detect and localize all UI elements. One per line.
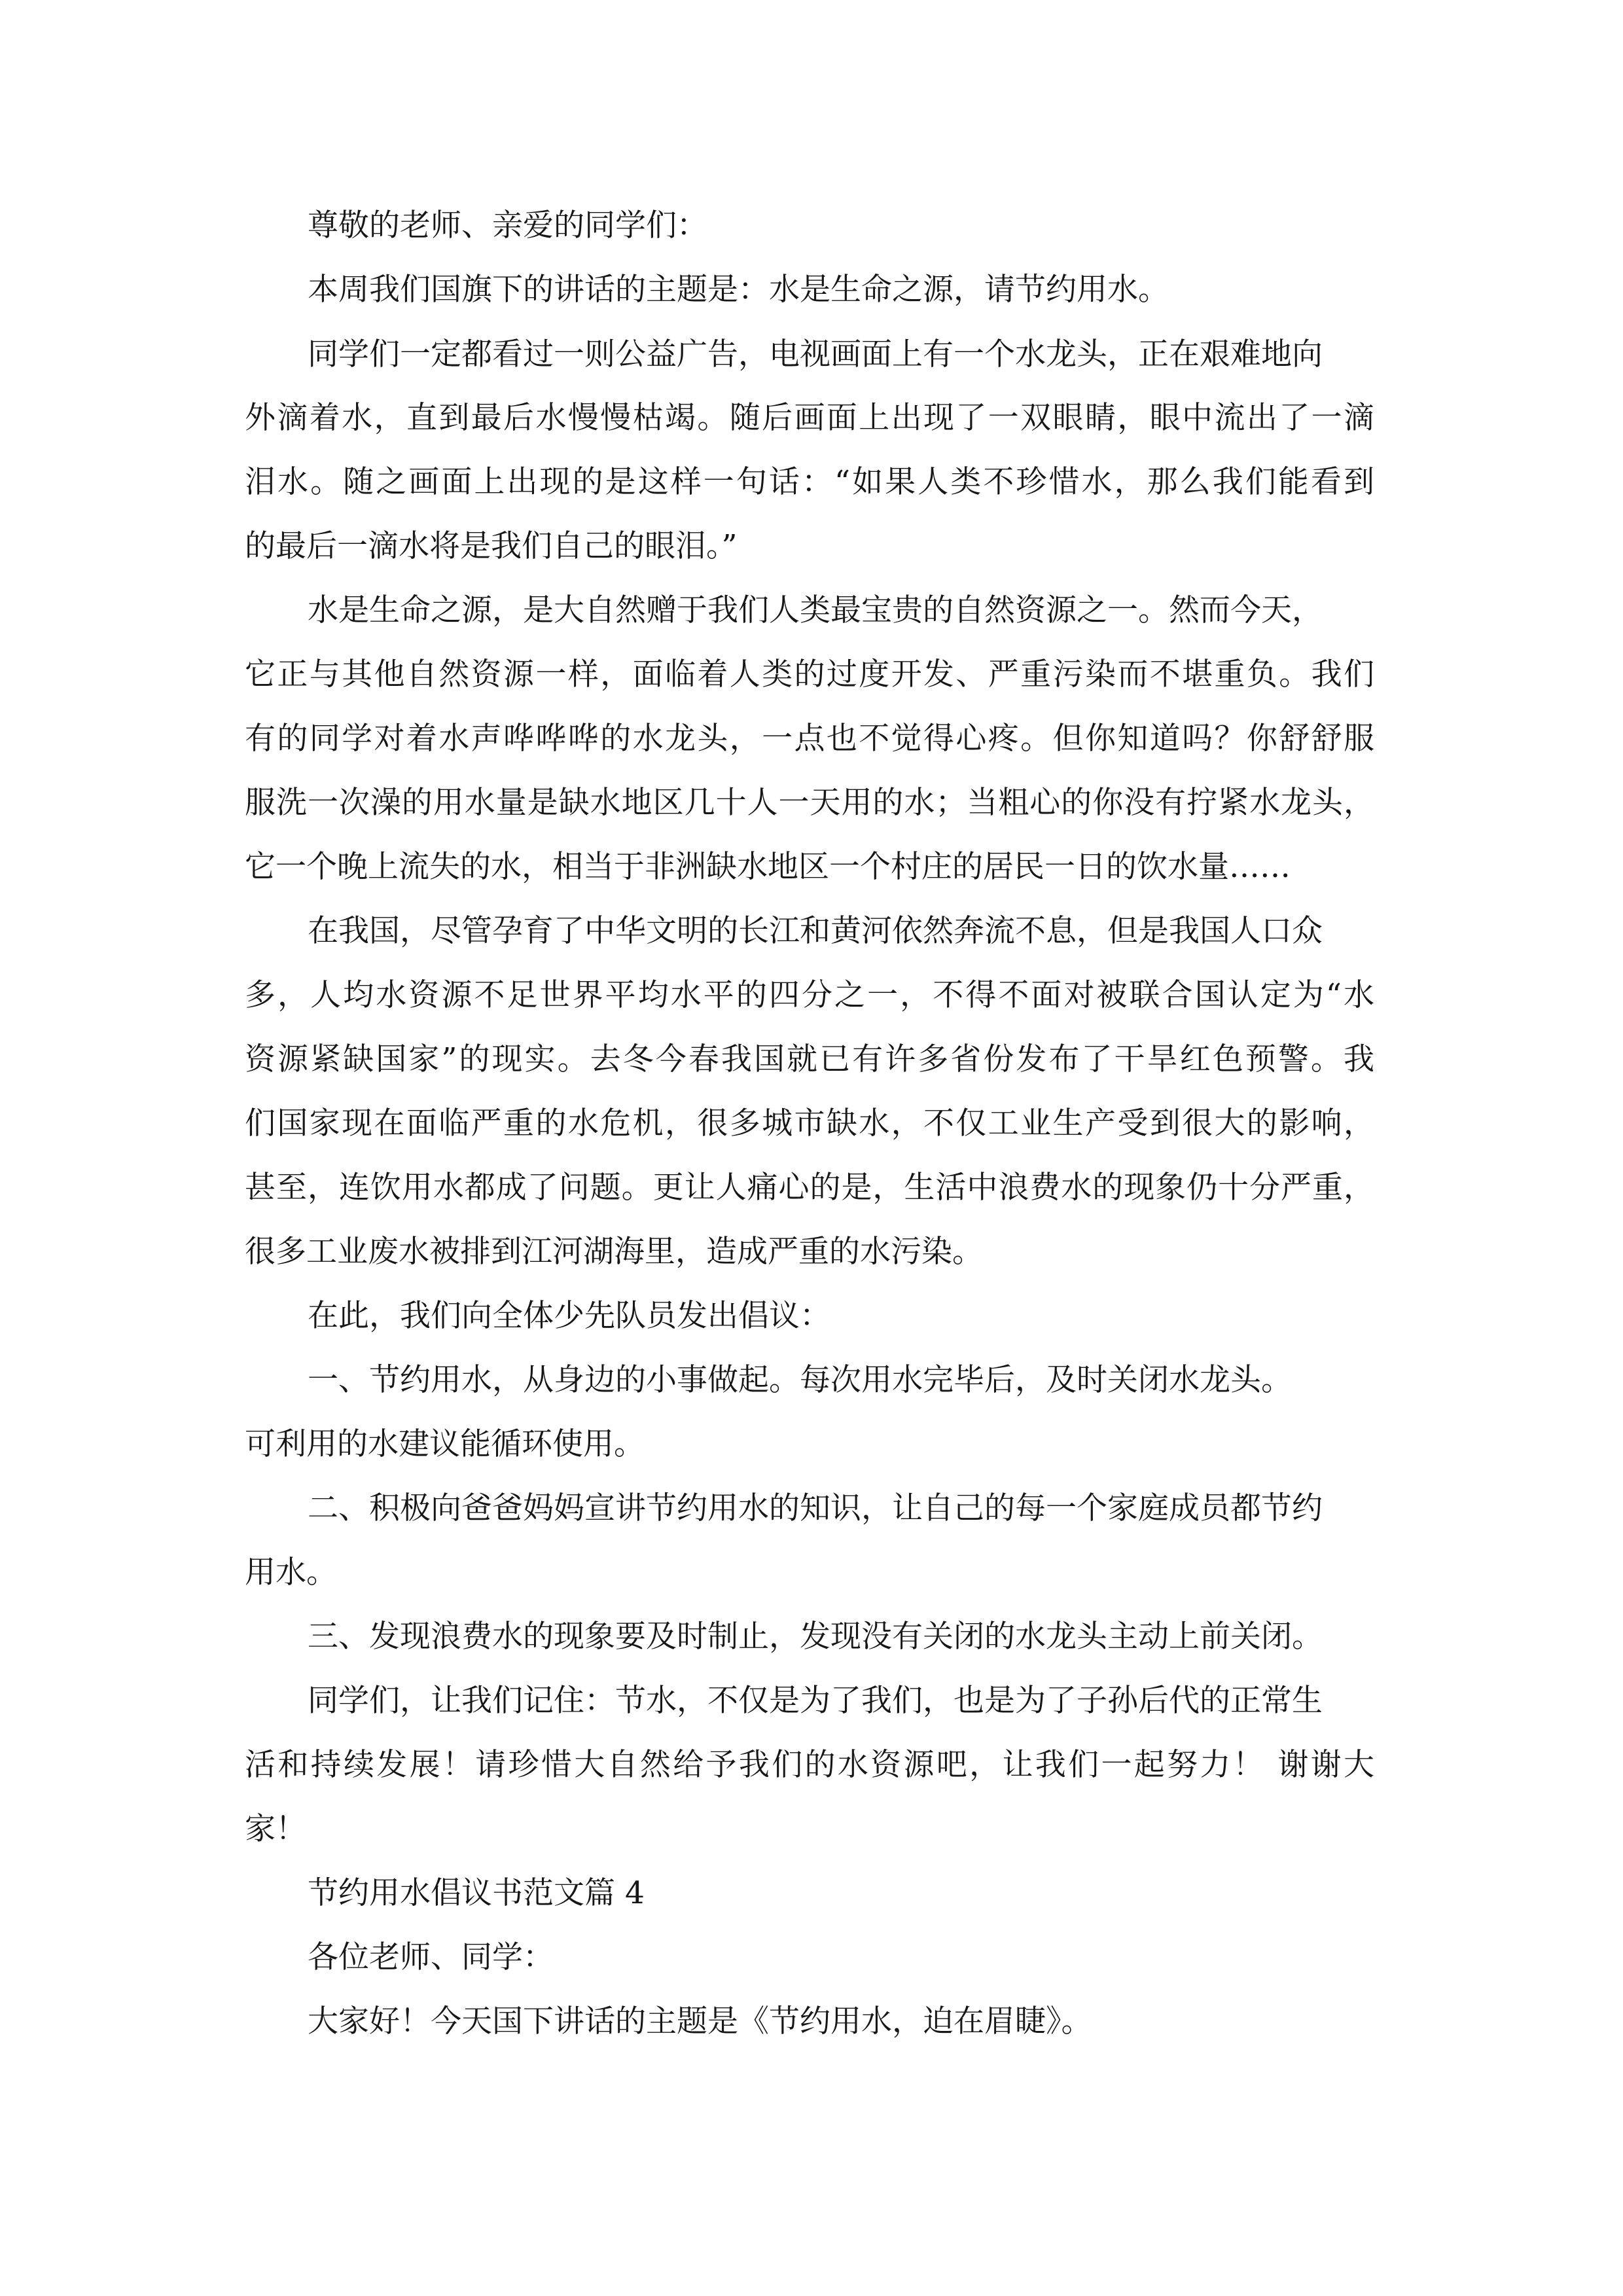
speech-topic-line: 本周我们国旗下的讲话的主题是：水是生命之源，请节约用水。 <box>308 272 1169 308</box>
paragraph-line: 服洗一次澡的用水量是缺水地区几十人一天用的水；当粗心的你没有拧紧水龙头， <box>245 785 1374 821</box>
paragraph-line: 多，人均水资源不足世界平均水平的四分之一，不得不面对被联合国认定为“水 <box>245 977 1374 1013</box>
salutation: 尊敬的老师、亲爱的同学们： <box>308 207 707 243</box>
paragraph-line: 它正与其他自然资源一样，面临着人类的过度开发、严重污染而不堪重负。我们 <box>245 656 1374 692</box>
proposal-item-1-continued: 可利用的水建议能循环使用。 <box>245 1426 645 1462</box>
closing-line: 活和持续发展！请珍惜大自然给予我们的水资源吧，让我们一起努力！ 谢谢大 <box>245 1747 1374 1783</box>
proposal-item-3: 三、发现浪费水的现象要及时制止，发现没有关闭的水龙头主动上前关闭。 <box>308 1619 1323 1655</box>
closing-line: 同学们，让我们记住：节水，不仅是为了我们，也是为了子孙后代的正常生 <box>308 1683 1323 1719</box>
paragraph-line: 甚至，连饮用水都成了问题。更让人痛心的是，生活中浪费水的现象仍十分严重， <box>245 1170 1374 1206</box>
paragraph-line: 水是生命之源，是大自然赠于我们人类最宝贵的自然资源之一。然而今天， <box>308 592 1323 628</box>
paragraph-line: 的最后一滴水将是我们自己的眼泪。” <box>245 528 738 564</box>
paragraph-line: 们国家现在面临严重的水危机，很多城市缺水，不仅工业生产受到很大的影响， <box>245 1105 1374 1141</box>
paragraph-line: 很多工业废水被排到江河湖海里，造成严重的水污染。 <box>245 1234 983 1270</box>
proposal-intro: 在此，我们向全体少先队员发出倡议： <box>308 1298 830 1334</box>
proposal-item-2: 二、积极向爸爸妈妈宣讲节约用水的知识，让自己的每一个家庭成员都节约 <box>308 1490 1323 1526</box>
paragraph-line: 它一个晚上流失的水，相当于非洲缺水地区一个村庄的居民一日的饮水量…… <box>245 849 1291 885</box>
paragraph-line: 同学们一定都看过一则公益广告，电视画面上有一个水龙头，正在艰难地向 <box>308 336 1323 372</box>
proposal-item-1: 一、节约用水，从身边的小事做起。每次用水完毕后，及时关闭水龙头。 <box>308 1362 1292 1398</box>
proposal-item-2-continued: 用水。 <box>245 1554 337 1590</box>
paragraph-line: 有的同学对着水声哗哗哗的水龙头，一点也不觉得心疼。但你知道吗？你舒舒服 <box>245 721 1374 757</box>
paragraph-line: 资源紧缺国家”的现实。去冬今春我国就已有许多省份发布了干旱红色预警。我 <box>245 1041 1374 1077</box>
salutation: 各位老师、同学： <box>308 1939 554 1975</box>
section-heading: 节约用水倡议书范文篇 4 <box>308 1875 645 1911</box>
paragraph-line: 在我国，尽管孕育了中华文明的长江和黄河依然奔流不息，但是我国人口众 <box>308 913 1323 949</box>
paragraph-line: 外滴着水，直到最后水慢慢枯竭。随后画面上出现了一双眼睛，眼中流出了一滴 <box>245 400 1374 436</box>
opening-line: 大家好！今天国下讲话的主题是《节约用水，迫在眉睫》。 <box>308 2003 1092 2039</box>
closing-line: 家！ <box>245 1811 306 1847</box>
paragraph-line: 泪水。随之画面上出现的是这样一句话：“如果人类不珍惜水，那么我们能看到 <box>245 464 1374 500</box>
